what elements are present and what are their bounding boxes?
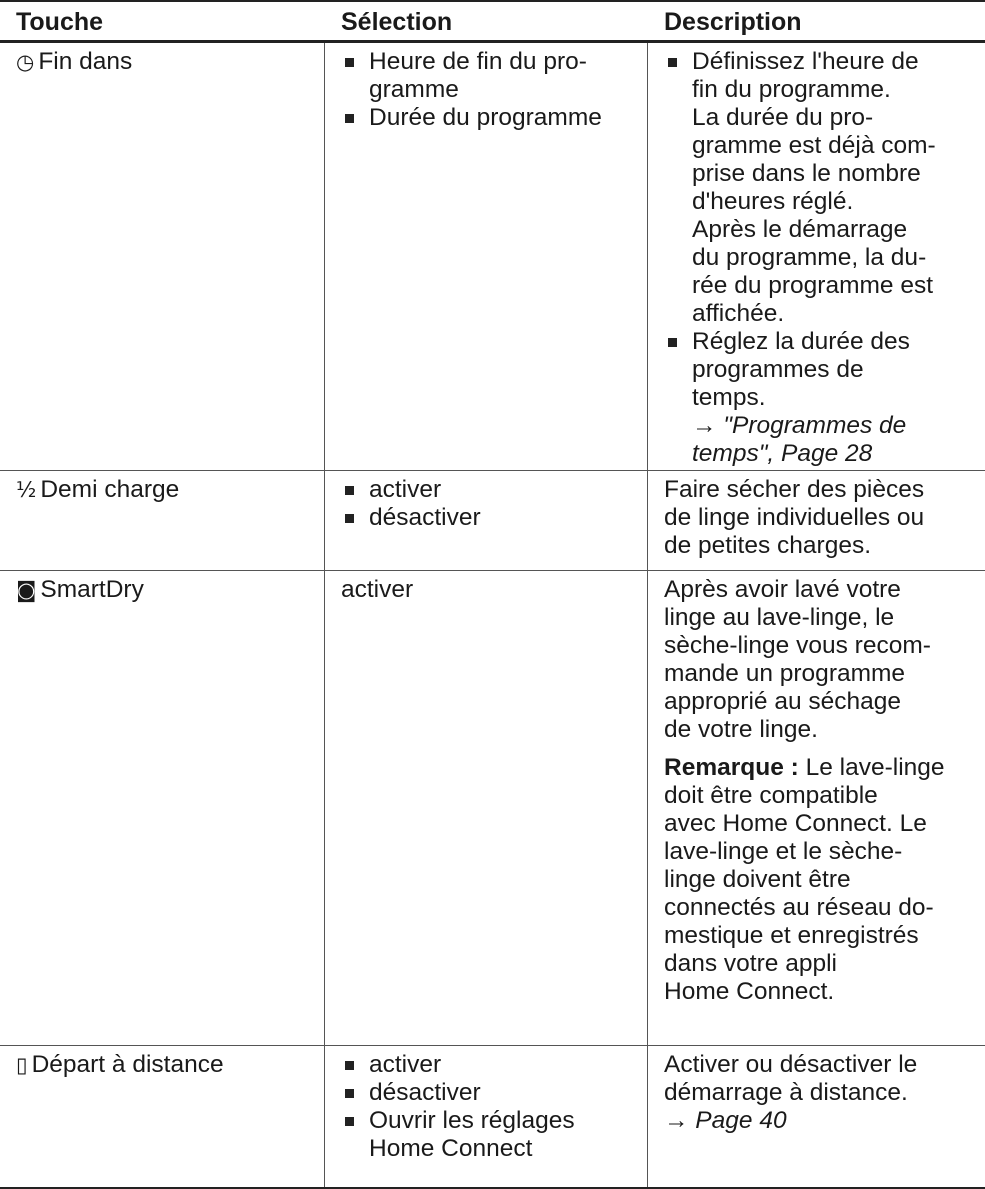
key-cell — [16, 476, 179, 504]
description-cell — [664, 48, 984, 468]
smartdry-icon: ◙ — [16, 578, 37, 602]
list-item: activer — [341, 476, 641, 504]
list-item: Heure de fin du pro- gramme — [341, 48, 641, 104]
half-load-icon: ½ — [16, 478, 37, 502]
list-item: Durée du programme — [341, 104, 641, 132]
cross-reference-link[interactable]: temps", Page 28 — [692, 440, 873, 467]
end-time-clock-icon: ◷ — [16, 50, 35, 74]
remote-start-icon: ▯ — [16, 1053, 28, 1077]
description-cell: Après avoir lavé votre linge au lave-linge, le sèche-linge vous recom- mande un programme approprié au séchage de votre linge. Remarque : Le lave-linge doit être compatible avec Home Connect. Le lave-linge et le sèche- linge doivent être connectés au réseau do- mestique et enregistrés dans votre appli Home Connect. — [664, 576, 984, 1006]
table-row — [0, 1046, 985, 1189]
header-selection: Sélection — [341, 8, 453, 36]
note-paragraph: Remarque : Le lave-linge doit être compatible avec Home Connect. Le lave-linge et le sèche- linge doivent être connectés au réseau do- mestique et enregistrés dans votre appli Home Connect. — [664, 754, 945, 1005]
key-label: Départ à distance — [31, 1051, 224, 1078]
table-header — [0, 0, 985, 43]
header-touche: Touche — [16, 8, 104, 36]
list-item: Ouvrir les réglages Home Connect — [341, 1107, 641, 1163]
list-item: désactiver — [341, 504, 641, 532]
list-item: activer — [341, 1051, 641, 1079]
table-row — [0, 43, 985, 471]
cross-reference-link[interactable]: → "Programmes de — [692, 412, 907, 439]
key-label: Fin dans — [38, 48, 133, 75]
key-cell — [16, 1051, 224, 1079]
table-row — [0, 471, 985, 571]
key-label: SmartDry — [40, 576, 144, 603]
selection-cell — [341, 576, 641, 604]
key-label: Demi charge — [40, 476, 180, 503]
description-cell: Faire sécher des pièces de linge individuelles ou de petites charges. — [664, 476, 925, 559]
note-label: Remarque : — [664, 754, 799, 781]
key-cell — [16, 48, 132, 76]
description-cell: Activer ou désactiver le démarrage à distance. → Page 40 — [664, 1051, 984, 1135]
table-row — [0, 571, 985, 1046]
cross-reference-link[interactable]: → Page 40 — [664, 1107, 787, 1134]
selection-cell — [341, 476, 641, 532]
list-item: Réglez la durée des programmes de temps. → "Programmes de temps", Page 28 — [664, 328, 984, 468]
list-item: Définissez l'heure de fin du programme. La durée du pro- gramme est déjà com- prise dans le nombre d'heures réglé. Après le démarrage du programme, la du- rée du programme est affichée. — [664, 48, 984, 328]
selection-value: activer — [341, 576, 414, 603]
header-description: Description — [664, 8, 802, 36]
selection-cell — [341, 1051, 641, 1163]
list-item: désactiver — [341, 1079, 641, 1107]
key-cell — [16, 576, 144, 604]
selection-cell — [341, 48, 641, 132]
